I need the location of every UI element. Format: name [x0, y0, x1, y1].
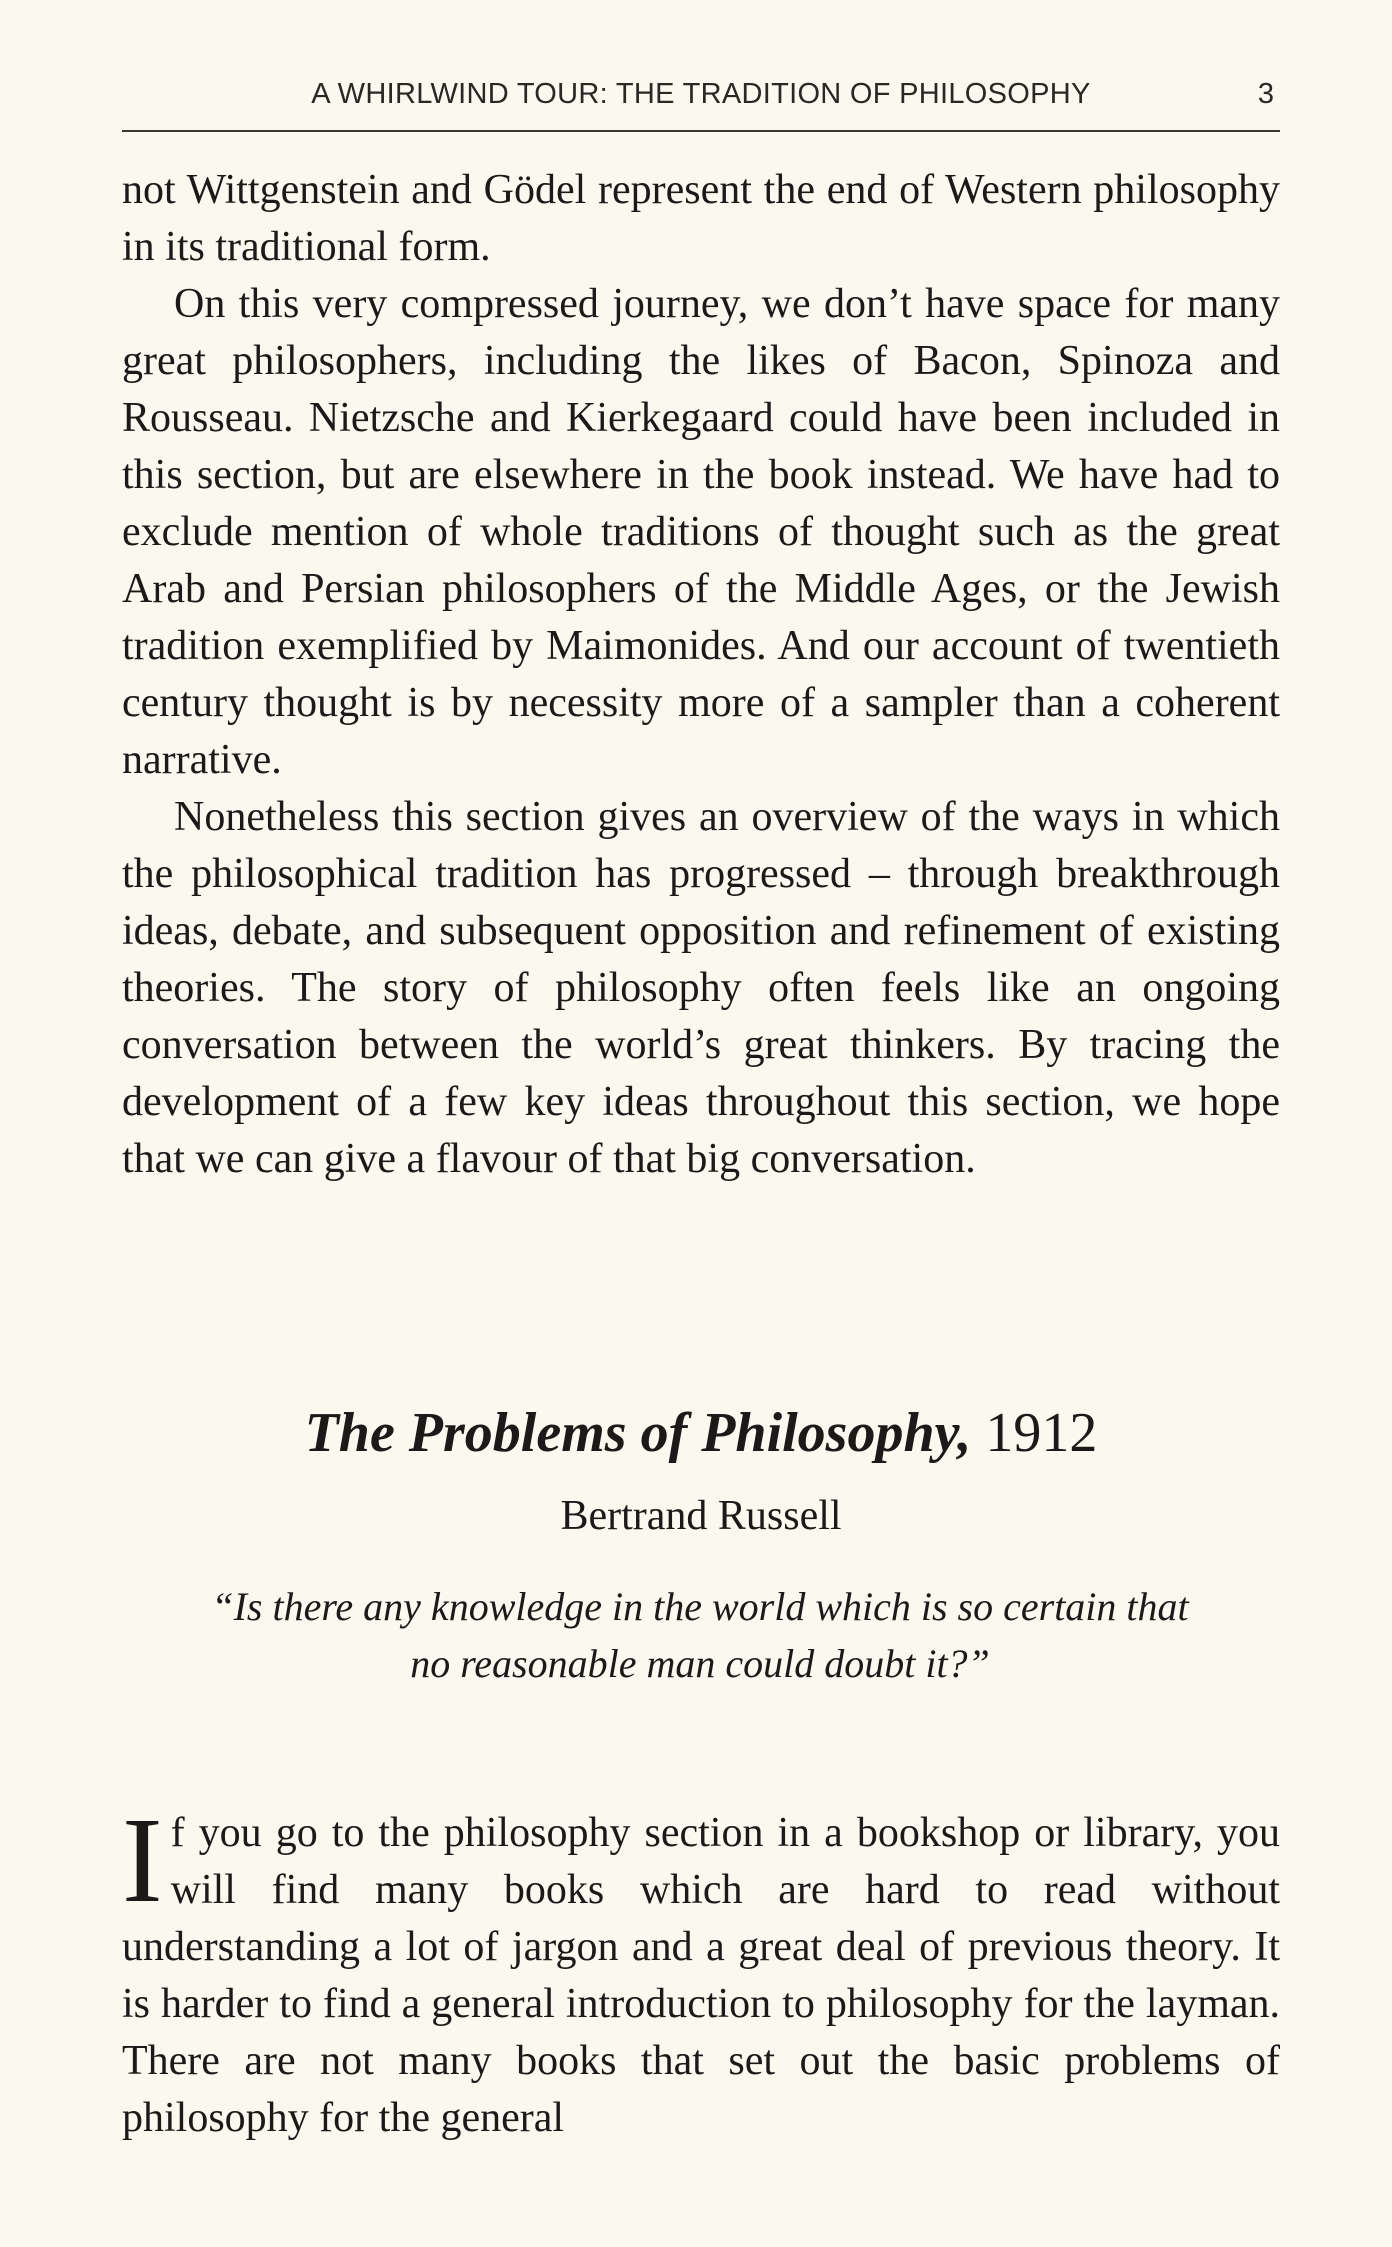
drop-cap: I [122, 1793, 163, 1928]
running-title: A WHIRLWIND TOUR: THE TRADITION OF PHILOSOPHY [311, 78, 1091, 110]
page-number: 3 [1257, 78, 1274, 110]
epigraph-quote: “Is there any knowledge in the world which is so certain that no reasonable man could doubt it?” [211, 1584, 1189, 1686]
paragraph: On this very compressed journey, we don’t have space for many great philosophers, including the likes of Bacon, Spinoza and Rousseau. Nietzsche and Kierkegaard could have been included in this section, but are elsewhere in the book instead. We have had to exclude mention of whole traditions of thought such as the great Arab and Persian philosophers of the Middle Ages, or the Jewish tradition exemplified by Maimonides. And our account of twentieth century thought is by necessity more of a sampler than a coherent narrative. [122, 281, 1280, 783]
body-text [122, 162, 1280, 1188]
opening-paragraph [122, 1793, 1280, 2147]
section-body [122, 1793, 1280, 2147]
paragraph: Nonetheless this section gives an overview of the ways in which the philosophical tradition has progressed – through breakthrough ideas, debate, and subsequent opposition and refinement of existing theories. The story of philosophy often feels like an ongoing conversation between the world’s great thinkers. By tracing the development of a few key ideas throughout this section, we hope that we can give a flavour of that big conversation. [122, 794, 1280, 1182]
book-title: The Problems of Philosophy, [304, 1402, 972, 1464]
section-heading [122, 1398, 1280, 1468]
publication-year: 1912 [985, 1402, 1098, 1464]
section-author: Bertrand Russell [560, 1493, 842, 1539]
opening-text: f you go to the philosophy section in a bookshop or library, you will find many books which are hard to read without understanding a lot of jargon and a great deal of previous theory. It is harder to find a general introduction to philosophy for the layman. There are not many books that set out the basic problems of philosophy for the general [122, 1810, 1280, 2141]
running-header [122, 70, 1280, 132]
paragraph-continuation: not Wittgenstein and Gödel represent the end of Western philosophy in its traditional form. [122, 167, 1280, 270]
